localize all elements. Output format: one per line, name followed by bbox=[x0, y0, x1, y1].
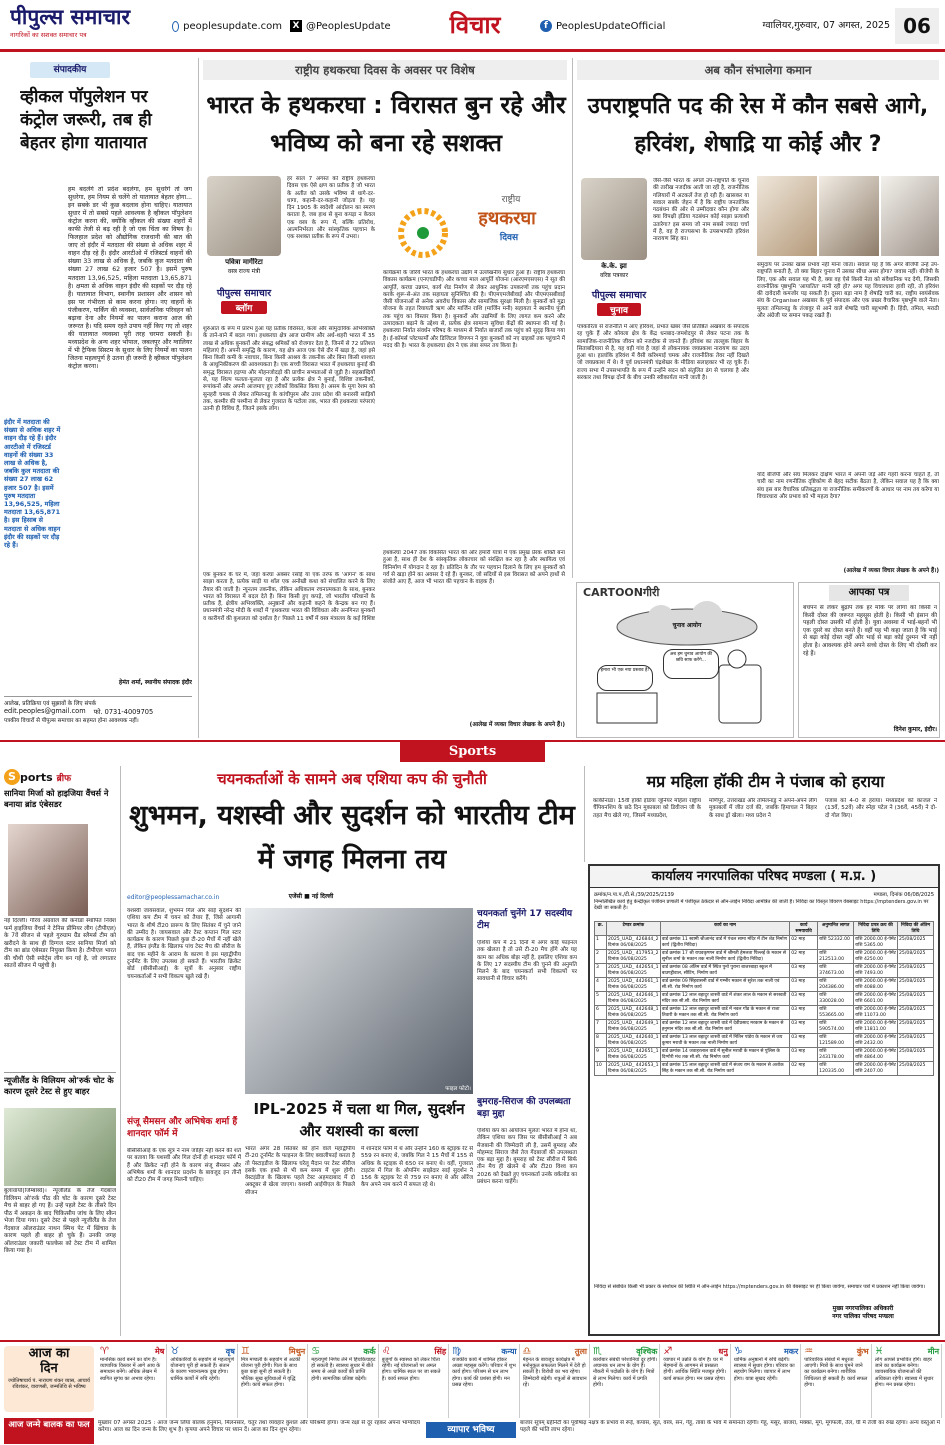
tender-signature bbox=[790, 1304, 936, 1332]
seshadri-photo bbox=[819, 176, 879, 256]
vp-author-photo bbox=[581, 178, 647, 260]
cricket-side-headline-2: बुमराह-सिराज की उपलब्धता बड़ा मुद्दा bbox=[477, 1097, 571, 1119]
today-text: ज्योतिषाचार्य पं. नारायण शंकर व्यास, आचार्य रविशंकर, वाराणसी, जन्मतिथि से भविष्य bbox=[8, 1378, 90, 1391]
logo-top: राष्ट्रीय bbox=[501, 195, 521, 205]
tender-header-cell: क्र. bbox=[595, 922, 607, 936]
tender-cell: 03 माह bbox=[790, 992, 818, 1006]
tender-cell: 2025_UAD_ 417953_2 दिनांक 06/08/2025 bbox=[607, 951, 659, 962]
podium bbox=[597, 693, 657, 723]
tender-header-row bbox=[595, 922, 934, 936]
zodiac-text: मानसिक कार्य बनने का योग है। व्यापारिक विस्तार में आगे आय के समाधान बनेंगे। अधिक लेखन में स्थगित सुगंध का अभाव रहेगा। bbox=[100, 1357, 161, 1382]
today-label: आज का bbox=[28, 1346, 70, 1361]
zodiac-name: वृश्चिक bbox=[636, 1346, 658, 1356]
tender-table bbox=[594, 921, 934, 1076]
zodiac-text: पारिवारिक संबंधों में मधुरता आएगी। मित्रों के साथ घूमने जाने का कार्यक्रम बनेगा। शारीरिक शिथिलता हो सकती है। कार्य सफल होगा। bbox=[804, 1357, 868, 1388]
tender-cell: 25/08/2025 bbox=[898, 992, 934, 1006]
speech-bubble-2: हमारा भी एक नया प्रस्ताव है! bbox=[597, 665, 653, 691]
handloom-article bbox=[198, 58, 568, 738]
tender-cell: वार्ड क्रमांक 08 अंतिम वार्ड में स्थित पुनो पुराना बाजरबाड़ा स्कूल में बाउण्ड्रीवाल, सीटिंग, निर्माण कार्य bbox=[660, 964, 789, 978]
tender-cell: 5 bbox=[595, 992, 607, 1006]
facebook-icon: f bbox=[540, 20, 552, 32]
sports-banner-row bbox=[0, 740, 945, 762]
tender-cell: राशि 121589.00 bbox=[818, 1034, 854, 1048]
tender-cell: 6 bbox=[595, 1006, 607, 1020]
zodiac-name: वृष bbox=[225, 1346, 235, 1356]
cricket-subhead: संजू सैमसन और अभिषेक शर्मा हैं शानदार फॉर्म में bbox=[127, 1117, 238, 1139]
tender-cell: 2025_UAD_ 426844_2 दिनांक 06/08/2025 bbox=[607, 937, 659, 948]
editorial-body: हम बदलेंगे तो प्रदेश बदलेगा, हम सुधरेंगे तो जग सुधरेगा, हम नियम से चलेंगे तो यातायात बेहतर होगा... इन सबके डर भी कुछ बदलाव होना चाहिए। यातायात सुधार में तो सबसे पहले आवश्यक है व्हीकल पॉपुलेशन कंट्रोल करना की, क्योंकि व्हीकल की संख्या शहरों में काफी तेजी से बढ़ रही है जो एक चिंता का विषय है। फिलहाल प्रदेश को औद्योगिक राजधानी की बात की जाए तो इंदौर में मतदाता की संख्या से अधिक शहर में वाहन दौड़ रहे हैं। इंदौर आरटीओ में रजिस्टर्ड वाहनों की संख्या 33 लाख से अधिक है, जबकि कुल मतदाता की संख्या 27 लाख 62 हजार 507 है। इसमें पुरुष मतदाता 13,96,525, महिला मतदाता 13,65,871 है। क्षमता से अधिक वाहन इंदौर की सड़कों पर दौड़ रहे हैं। यातायात विभाग, स्थानीय प्रशासन और शासन को इस पर गंभीरता से काम करना होगा। नए वाहनों के पंजीकरण, पार्किंग की व्यवस्था, सार्वजनिक परिवहन को बढ़ावा देना और नियमों का पालन कराना आज की जरूरत है। यदि समय रहते उपाय नहीं किए गए तो शहर की यातायात व्यवस्था पूरी तरह चरमरा सकती है। मध्यप्रदेश के अन्य शहर भोपाल, जबलपुर और ग्वालियर में भी ट्रैफिक सिस्टम के सुधार के लिए नियमों का पालन जितना महत्वपूर्ण है उतना ही जरूरी है व्हीकल पॉपुलेशन कंट्रोल करना। bbox=[68, 186, 192, 371]
handloom-body-3: कार्यक्रमों के जरिये भारत के हथकरघा उद्योग में उल्लेखनीय सुधार हुआ है। राष्ट्रीय हथकरघा विकास कार्यक्रम (एनएचडीपी) और कच्चा माल आपूर्ति योजना (आरएमएसएस) ने सूत की आपूर्ति, करघा उन्नयन, कार्य शेड निर्माण से लेकर आधुनिक उपकरणों तक पहुंच प्रदान करके शुरू-से-अंत तक सहायता सुनिश्चित की है। पीएमएमजेबीवाई और पीएमएसबीवाई जैसी योजनाओं से अनेक अवरोध विकास और सामाजिक सुरक्षा मिली है। बुनकरों को मुद्रा योजना के तहत रियायती ऋण और मार्जिन राशि (मार्जिन मनी) सहायता ने स्थानीय पूंजी तक पहुंच का विस्तार किया है। बुनकरों और उद्यमियों के लिए लागत कम करने और उत्पादकता बढ़ाने के उद्देश्य से, प्रत्येक क्षेत्र सामान्य सुविधा केंद्रों की स्थापना की गई है। हथकरघा निर्यात संवर्धन परिषद के माध्यम से निर्यात बाजारों तक पहुंच को सुदृढ़ किया गया है। ई-कॉमर्स प्लेटफार्मों और डिजिटल विपणन ने युवा बुनकरों को नए ग्राहकों तक पहुंचाने में मदद की है। भारत के हथकरघा क्षेत्र ने एक लंबा सफर तय किया है। bbox=[383, 270, 565, 349]
handloom-logo bbox=[383, 178, 563, 266]
zodiac-symbol-icon: ♒ bbox=[804, 1345, 814, 1357]
hockey-col-3: पंजाब को 4-0 से हराया। मध्यप्रदेश को काजल ने (13वें, 52वें) और स्नेहा पटेल ने (36वें, 45वें) ने दो-दो गोल किए। bbox=[825, 798, 937, 819]
tender-cell: 25/08/2025 bbox=[898, 936, 934, 950]
feedback-email[interactable]: edit.peoples@gmail.com bbox=[4, 707, 86, 715]
zodiac-symbol-icon: ♐ bbox=[663, 1345, 673, 1357]
tender-header-cell: टेण्डर क्रमांक bbox=[606, 922, 660, 936]
x-handle-text: @PeoplesUpdate bbox=[306, 20, 391, 32]
handloom-author bbox=[205, 258, 283, 282]
tender-cell: राशि 553665.00 bbox=[818, 1006, 854, 1020]
tender-cell: 25/08/2025 bbox=[898, 1062, 934, 1076]
zodiac-symbol-icon: ♉ bbox=[170, 1345, 180, 1357]
signer-line-2: नगर पालिका परिषद मण्डला bbox=[832, 1313, 894, 1320]
x-link[interactable] bbox=[290, 18, 400, 34]
tender-cell: 03 माह bbox=[790, 1048, 818, 1062]
cartoon-cloud-text: चुनाव आयोग bbox=[672, 622, 702, 629]
brief-headline-2: न्यूजीलैंड के विलियम ओ'रुर्क चोट के कारण दूसरे टेस्ट से हुए बाहर bbox=[4, 1072, 116, 1106]
tender-cell: 3 bbox=[595, 964, 607, 978]
editorial-author: हेमंत शर्मा, स्थानीय संपादक इंदौर bbox=[119, 679, 192, 686]
tender-cell: राशि 204386.00 bbox=[818, 978, 854, 992]
page-number: 06 bbox=[895, 8, 939, 44]
zodiac-name: कुंभ bbox=[856, 1346, 869, 1356]
editorial-pullquote: इंदौर में मतदाता की संख्या से अधिक शहर में वाहन दौड़ रहे हैं। इंदौर आरटीओ में रजिस्टर्ड वाहनों की संख्या 33 लाख से अधिक है, जबकि कुल मतदाता की संख्या 27 लाख 62 हजार 507 है। इसमें पुरुष मतदाता 13,96,525, महिला मतदाता 13,65,871 है। इस हिसाब से मतदाता से अधिक वाहन इंदौर की सड़कों पर दौड़ रहे हैं। bbox=[4, 418, 61, 550]
cartoon-box bbox=[576, 582, 794, 738]
tender-cell: 25/08/2025 bbox=[898, 1006, 934, 1020]
tender-cell: 02 माह bbox=[790, 1062, 818, 1076]
tender-cell: 25/08/2025 bbox=[898, 964, 934, 978]
tender-ref: क्रमांक/न.पा.प./टी.से./39/2025/2139 bbox=[594, 892, 674, 898]
tender-cell: 25/08/2025 bbox=[898, 1048, 934, 1062]
facebook-text: PeoplesUpdateOfficial bbox=[556, 20, 666, 32]
zodiac-symbol-icon: ♓ bbox=[874, 1345, 884, 1357]
author-title: वस्त्र राज्य मंत्री bbox=[227, 268, 261, 275]
tender-cell: वार्ड क्रमांक 12 लाल बहादुर शास्त्री वार्ड में देवीप्रसाद मरकाम के मकान से हनुमान मंदिर तक सी.सी. रोड निर्माण कार्य bbox=[660, 1020, 789, 1034]
editorial-section bbox=[4, 58, 192, 736]
vp-author-name: के.के. झा bbox=[601, 262, 627, 270]
tender-cell: 2025_UAD_ 442648_1 दिनांक 06/08/2025 bbox=[607, 1007, 659, 1018]
tender-cell: राशि 2000.00 ई-पेमेंट राशि 6601.00 bbox=[855, 993, 896, 1004]
tender-header-cell: कार्य समयावधि bbox=[790, 922, 818, 936]
zodiac-sign bbox=[239, 1344, 308, 1418]
tender-intro: निम्नलिखित कार्य हेतु केन्द्रीकृत पंजीयन प्रणाली में पंजीकृत ठेकेदार से ऑन-लाईन निविदा आमंत्रित की जाती है। निविदा का विस्तृत विवरण वेबसाइट https://mptenders.gov.in पर देखी जा सकती है। bbox=[594, 899, 929, 911]
speaker-figure bbox=[719, 665, 761, 723]
tender-table-body bbox=[595, 936, 934, 1076]
tender-cell: राशि 2000.00 ई-पेमेंट राशि 5365.00 bbox=[855, 937, 896, 948]
tender-cell: 2025_UAD_ 442649_1 दिनांक 06/08/2025 bbox=[607, 1021, 659, 1032]
letters-body: बचपन से लेकर बुढ़ापे तक हर मौके पर लोगों को किसी न किसी दोस्त की जरूरत महसूस होती है। किसी भी इंसान की पहली दोस्त उसकी माँ होती है। युवा अवस्था में भाई-बहनों भी एक दूसरे का दोस्त बनते हैं। वहीं यह भी कहा जाता है कि भाई से बढ़ा कोई दोस्त नहीं और भाई से बड़ा कोई दुश्मन भी नहीं होता है। आवश्यक होने अपने सच्चे दोस्त के लिए भी दोस्ती कर रहे हैं। bbox=[803, 605, 937, 657]
tender-cell: 2025_UAD_ 442653_1 दिनांक 06/08/2025 bbox=[607, 1063, 659, 1074]
tender-cell: राशि 2000.00 ई-पेमेंट राशि 4250.00 bbox=[855, 951, 896, 962]
tender-row bbox=[595, 950, 934, 964]
tender-cell: राशि 2000.00 ई-पेमेंट राशि 7493.00 bbox=[855, 965, 896, 976]
paper-tagline: नागरिकों का सशक्त समाचार पत्र bbox=[10, 31, 87, 39]
zodiac-sign bbox=[802, 1344, 871, 1418]
tender-cell: 2025_UAD_ 442646_1 दिनांक 06/08/2025 bbox=[607, 993, 659, 1004]
facebook-link[interactable] bbox=[540, 18, 700, 34]
speech-bubble-1: अब हम चुनाव आयोग की छवि साफ करेंगे... bbox=[663, 649, 719, 679]
tender-cell: 10 bbox=[595, 1062, 607, 1076]
tender-cell: 25/08/2025 bbox=[898, 950, 934, 964]
tender-row bbox=[595, 1020, 934, 1034]
sports-banner: Sports bbox=[400, 742, 545, 762]
zodiac-text: व्यापार में उन्नति के योग हैं। घर में मेहमानों के आगमन से प्रसन्नता होगी। आर्थिक स्थिति मजबूत होगी। कार्य सफल होगा। मन प्रसन्न रहेगा। bbox=[663, 1357, 726, 1382]
website-link[interactable] bbox=[172, 18, 282, 34]
cricket-body-1: यशस्वी जायसवाल, शुभमन गिल और साई सुदर्शन की एशिया कप टीम में चयन को तैयार हैं, जिसे आगामी भारत के शीर्ष टी20 प्रारूप के लिए सितंबर में चुने जाने की उम्मीद है। जायसवाल और टेस्ट कप्तान गिल स्टार कार्यक्रम के कारण पिछले कुछ टी-20 मैचों में नहीं खेले हैं, लेकिन इंग्लैंड के खिलाफ पांच टेस्ट मैच की सीरीज के बाद एक महीने के आराम के कारण वे इस महाद्वीपीय टूर्नामेंट के लिए उपलब्ध हो सकते हैं। भारतीय क्रिकेट बोर्ड (बीसीसीआई) के सूत्रों के अनुसार राष्ट्रीय चयनकर्ताओं ने सभी विकल्प खुले रखे हैं। bbox=[127, 908, 241, 980]
handloom-headline: भारत के हथकरघा : विरासत बुन रहे और भविष्य को बना रहे सशक्त bbox=[206, 91, 566, 157]
tender-cell: 2025_UAD_ 442654_1 दिनांक 06/08/2025 bbox=[607, 965, 659, 976]
harivansh-photo bbox=[757, 176, 817, 256]
zodiac-symbol-icon: ♊ bbox=[240, 1345, 250, 1357]
tender-cell: राशि 590574.00 bbox=[818, 1020, 854, 1034]
vp-author-title: वरिष्ठ पत्रकार bbox=[599, 272, 629, 279]
tender-row bbox=[595, 1062, 934, 1076]
cricket-email[interactable]: editor@peoplessamachar.co.in bbox=[127, 894, 220, 901]
brief-headline-1: सानिया मिर्जा को हाइजिया वैंचर्स ने बनाया ब्रांड एंबेसडर bbox=[4, 788, 109, 809]
tender-notice bbox=[588, 864, 940, 1336]
handloom-body-1: शुरुआत के रूप में प्रारंभ हुआ यह प्रतीक विरासत, कला और सामुदायिक अभिव्यक्ति के ताने-बाने में बदल गया। हथकरघा क्षेत्र आज ग्रामीण और अर्ध-शहरी भारत में 35 लाख से अधिक बुनकरों और संबद्ध श्रमिकों को रोजगार देता है, जिनमें से 72 प्रतिशत महिलाएं हैं। अपनी समृद्धि के कारण, यह क्षेत्र आज एक ऐसे दौर में खड़ा है, जहां इसे बिना किसी कमी के नवाचार, बिना किसी आश्रय के तकनीक और बिना किसी शाश्वत के आधुनिकीकरण की आवश्यकता है। एक सच्ची विरासत भारत में हथकरघा बुनाई की समृद्ध विरासत हड़प्पा और मोहनजोदड़ो की प्राचीन सभ्यताओं से जुड़ी है। सहस्राब्दियों से, यह शिल्प फलता-फूलता रहा है और प्रत्येक क्षेत्र ने बुनाई, विशिष्ट तकनीकों, रूपांकनों और अपनी आजमाए हुए तरीकों विकसित किया है। असम के मूगा रेशम को सुनहरी चमक से लेकर तमिलनाडु के कांचीपुरम और उत्तर प्रदेश की बनारसी साड़ियों तक, कश्मीर की पश्मीना से लेकर गुजरात के पटोला तक, भारत की हथकरघा परंपराएं उतनी ही विविध हैं, जितने इसके लोग। bbox=[203, 326, 375, 413]
tender-cell: राशि 2000.00 ई-पेमेंट राशि 4088.00 bbox=[855, 979, 896, 990]
zodiac-symbol-icon: ♍ bbox=[452, 1345, 462, 1357]
tender-cell: राशि 52332.00 bbox=[818, 936, 854, 950]
zodiac-name: धनु bbox=[718, 1346, 728, 1356]
vp-note: (आलेख में व्यक्त विचार लेखक के अपने हैं।) bbox=[843, 568, 939, 574]
tender-cell: वार्ड क्रमांक 12 लाल बहादुर शास्त्री वार्ड में नवल गोंड के मकान से राजा तिवारी के मकान तक सी.सी. रोड निर्माण कार्य bbox=[660, 1006, 789, 1020]
ipl-headline: IPL-2025 में चला था गिल, सुदर्शन और यशस्वी का बल्ला bbox=[253, 1100, 465, 1140]
vp-body-3: समुदाय पर उनका खास प्रभाव नहीं माना जाता। सवाल यह है कि अगर बीजेपी उन्हें उप-राष्ट्रपति बनाती है, तो क्या बिहार चुनाव में उसका सीधा असर होगा? जवाब नहीं। बीजेपी के लिए, एक और सवाल यह भी है, क्या वह ऐसे किसी नेता को संवैधानिक पद देगी, जिसकी राजनीतिक पृष्ठभूमि 'आयातित' मानी रही हो? अगर यह विचारधारा हावी रही, तो हरिवंश की दावेदारी कमजोर पड़ सकती है। दूसरा बड़ा नाम है शेषाद्रि चारी का, राष्ट्रीय स्वयंसेवक संघ के Organiser अखबार के पूर्व संपादक और एक प्रखर वैचारिक पृष्ठभूमि वाले नेता। मूलतः तमिलनाडु के तंजावुर से आने वाले शेषाद्रि चारी बहुभाषी हैं। हिंदी, तमिल, मराठी और अंग्रेजी पर समान पकड़ रखते हैं। bbox=[757, 262, 939, 320]
tender-row bbox=[595, 964, 934, 978]
tender-cell: 9 bbox=[595, 1048, 607, 1062]
zodiac-sign bbox=[309, 1344, 378, 1418]
zodiac-text: महत्वपूर्ण निर्णय लेने में हिचकिचाहट हो सकती है। स्वास्थ्य सुधार में बीते समय से अच्छे कार्यों की प्राप्ति होगी। सामाजिक प्रतिष्ठा बढ़ेगी। bbox=[311, 1357, 376, 1382]
disclaimer: पत्रकीय विचारों से पीपुल्स समाचार का सहमत होना आवश्यक नहीं। bbox=[4, 718, 139, 724]
zodiac-symbol-icon: ♌ bbox=[381, 1345, 391, 1357]
letters-author: दिनेश कुमार, इंदौर। bbox=[893, 726, 937, 733]
tender-cell: 2025_UAD_ 442640_1 दिनांक 06/08/2025 bbox=[607, 1035, 659, 1046]
blog-badge bbox=[207, 286, 281, 320]
cricket-body-4: में शानदार फॉर्म में थे और उन्होंने 160 के स्ट्राइक रेट से 559 रन बनाए थे, जबकि गिल ने 15 मैचों में 155 से अधिक के स्ट्राइक से 650 रन बनाए थे। वहीं, गुजरात टाइटंस में गिल के ओपनिंग साझेदार साई सुदर्शन ने 156 के स्ट्राइक रेट से 759 रन बनाए थे और ऑरेंज कैप अपने नाम करने में सफल रहे थे। bbox=[361, 1146, 473, 1189]
today-sub: दिन bbox=[40, 1361, 58, 1376]
tender-cell: 1 bbox=[595, 936, 607, 950]
zodiac-text: बुजुर्गों के स्वास्थ्य को लेकर चिंता रहेगी। नई योजनाओं पर अमल होगा। धार्मिक स्थल पर जा सकते हैं। कार्य सफल होगा। bbox=[381, 1357, 441, 1382]
tender-cell: 02 माह bbox=[790, 936, 818, 950]
zodiac-name: मिथुन bbox=[288, 1346, 306, 1356]
tender-cell: वार्ड क्रमांक 15 लाल बहादुर शास्त्री वार्ड में संजय राम के मकान से अशोक सिंह के मकान तक सी.सी. रोड निर्माण कार्य bbox=[660, 1062, 789, 1076]
vp-author bbox=[579, 262, 649, 284]
paper-logo[interactable] bbox=[10, 4, 160, 48]
cricket-article bbox=[120, 766, 580, 1336]
tender-cell: 02 माह bbox=[790, 950, 818, 964]
tender-cell: राशि 330028.00 bbox=[818, 992, 854, 1006]
logo-main: हथकरघा bbox=[478, 208, 536, 229]
tender-cell: राशि 243178.00 bbox=[818, 1048, 854, 1062]
tender-cell: 8 bbox=[595, 1034, 607, 1048]
horoscope-strip bbox=[0, 1340, 945, 1445]
tender-cell: राशि 212513.00 bbox=[818, 950, 854, 964]
author-name: पवित्रा मार्गेरिटा bbox=[225, 258, 263, 266]
sania-photo bbox=[8, 824, 88, 916]
tender-row bbox=[595, 1006, 934, 1020]
tender-cell: राशि 374673.00 bbox=[818, 964, 854, 978]
feedback-label: आलेख, प्रतिक्रिया एवं सुझावों के लिए संपर्क bbox=[4, 701, 97, 707]
cricket-kicker: चयनकर्ताओं के सामने अब एशिया कप की चुनौती bbox=[217, 770, 487, 788]
zodiac-name: सिंह bbox=[434, 1346, 447, 1356]
brief-body-1: नई दिल्ली। गौरव अग्रवाल की कनाडा स्थापित निवेश फर्म हाइजिया वैंचर्स ने टेनिस प्रीमियर लीग (टीपीएल) के 7वें सीजन से पहले गुरुग्राम ग्रैंड स्लैमर्स टीम को खरीदने के साथ ही दिग्गज स्टार सानिया मिर्जा को टीम का ब्रांड एंबेसडर नियुक्त किया है। टीपीएल भारत की चौथी ऐसी स्पोर्ट्स लीग बन गई है, जो लगातार सातवें सीजन में पहुंची है। bbox=[4, 918, 116, 969]
handloom-note: (आलेख में व्यक्त विचार लेखक के अपने हैं।) bbox=[469, 722, 565, 728]
hockey-col-1: काकीनाडा। 15वीं हॉकी इंडिया जूनियर महिला राष्ट्रीय चैंपियनशिप के छठे दिन मुकाबला को डिवीजन जी के तहत मैच खेले गए, जिसमें मध्यप्रदेश, bbox=[593, 798, 701, 819]
tender-row bbox=[595, 992, 934, 1006]
zodiac-name: मीन bbox=[927, 1346, 940, 1356]
zodiac-sign bbox=[591, 1344, 660, 1418]
website-text: peoplesupdate.com bbox=[183, 20, 282, 32]
zodiac-sign bbox=[732, 1344, 801, 1418]
vp-body-4: यदि बीजेपी और संघ मिलकर दक्षिण भारत में अपनी जड़ें और गहरी करना चाहते हैं, तो चारी का नाम रणनीतिक दृष्टिकोण से बेहद सटीक बैठता है, लेकिन सवाल यह है कि क्या संघ इस बार वैचारिक प्रतिबद्धता या राजनीतिक समीकरणों के आधार पर नाम तय करेगा या विचारधारा और प्रभाव को भी महत्व देगा? bbox=[757, 472, 939, 500]
cricket-headline: शुभमन, यशस्वी और सुदर्शन को भारतीय टीम में जगह मिलना तय bbox=[129, 800, 575, 875]
tender-cell: 03 माह bbox=[790, 1006, 818, 1020]
tender-cell: 7 bbox=[595, 1020, 607, 1034]
paper-name: पीपुल्स समाचार bbox=[10, 5, 131, 29]
gambhir-photo bbox=[245, 908, 473, 1094]
zodiac-sign bbox=[168, 1344, 237, 1418]
tender-cell: 25/08/2025 bbox=[898, 1034, 934, 1048]
trade-text: बाजार सूत्रम् ग्रहीनेटी का पूर्वाषाढ़ नक्षत्र के प्रभाव से रूई, कपास, सूत, वस्त्र, सन, गेहूं, तांबा के भाव में समानता रहेगी। गेहूं, मसूर, बाजरा, मक्का, मूंग, मूंगफली, तेल, घी में तेजी का रुख रहेगा। अन्य वस्तुओं में पहले की भांति लाभ रहेगा। bbox=[520, 1420, 940, 1433]
handloom-intro: हर साल 7 अगस्त को राष्ट्रीय हथकरघा दिवस एक ऐसे क्षण का प्रतीक है जो भारत के अतीत को उसके भविष्य से धागे-दर-धागा, कहानी-दर-कहानी जोड़ता है। यह दिन 1905 के स्वदेशी आंदोलन का स्मरण कराता है, जब हाथ से बुना कपड़ा न केवल एक वस्त्र के रूप में, बल्कि प्रतिरोध, आत्मनिर्भरता और सांस्कृतिक पहचान के एक सशक्त प्रतीक के रूप में उभरा। bbox=[287, 176, 375, 241]
tender-cell: 2025_UAD_ 442661_1 दिनांक 06/08/2025 bbox=[607, 979, 659, 990]
letters-title: आपका पत्र bbox=[829, 585, 909, 601]
zodiac-sign bbox=[98, 1344, 167, 1418]
zodiac-sign bbox=[450, 1344, 519, 1418]
zodiac-name: तुला bbox=[574, 1346, 587, 1356]
tender-cell: राशि 2000.00 ई-पेमेंट राशि 11073.00 bbox=[855, 1007, 896, 1018]
tender-date: मण्डला, दिनांक 06/08/2025 bbox=[873, 892, 934, 898]
cricket-body-3: भारत अगर 28 सितंबर को होने वाले महाद्वीपीय टी-20 टूर्नामेंट के फाइनल के लिए क्वालीफाई करता है तो पेस्टाइडीज के खिलाफ घरेलू मैदान पर टेस्ट सीरीज इसके एक हफ्ते से भी कम समय में शुरू होगी। वेस्टइंडीज के खिलाफ पहले टेस्ट अहमदाबाद में दो अक्टूबर से खेला जाएगा। यशस्वी आईपीएल के पिछले सीजन bbox=[245, 1146, 355, 1196]
hockey-col-2: मणिपुर, उत्तराखंड और तमिलनाडु ने अपने-अपने लीग मुकाबलों में जीत दर्ज की, जबकि हिमाचल ने बिहार के साथ ड्रॉ खेला। मध्य प्रदेश ने bbox=[709, 798, 817, 819]
cricket-side-body-1: एशिया कप में 21 दिनों में अगर कोई फाइनल तक खेलता है तो उसे टी-20 मैच होंगे और यह काम का अधिक बोझ नहीं है, इसलिए एशिया कप के लिए 17 सदस्यीय टीम की चुनने की अनुमति मिलने के बाद चयनकर्ता सभी विकल्पों पर सावधानी से विचार करेंगे। bbox=[477, 940, 577, 983]
tender-row bbox=[595, 936, 934, 950]
speaker-head bbox=[728, 650, 746, 668]
letters-box bbox=[798, 582, 940, 738]
vp-headline: उपराष्ट्रपति पद की रेस में कौन सबसे आगे, हरिवंश, शेषाद्रि या कोई और ? bbox=[587, 94, 929, 157]
handloom-kicker: राष्ट्रीय हथकरघा दिवस के अवसर पर विशेष bbox=[203, 60, 567, 80]
zodiac-symbol-icon: ♈ bbox=[100, 1345, 109, 1357]
tender-cell: 03 माह bbox=[790, 1034, 818, 1048]
tender-cell: 25/08/2025 bbox=[898, 978, 934, 992]
tender-cell: 4 bbox=[595, 978, 607, 992]
hockey-article bbox=[584, 766, 941, 862]
zodiac-name: कन्या bbox=[501, 1346, 517, 1356]
tender-row bbox=[595, 1034, 934, 1048]
x-icon: X bbox=[290, 20, 302, 32]
tender-cell: 03 माह bbox=[790, 1020, 818, 1034]
tender-cell: वार्ड क्रमांक 09 सिंहवासनी वार्ड में गम्भीर मकान से सुरेश तक नाली एवं सी.सी. रोड निर्माण कार्य bbox=[660, 978, 789, 992]
zodiac-name: मेष bbox=[155, 1346, 165, 1356]
vp-badge-label: चुनाव bbox=[597, 303, 641, 316]
sports-brief bbox=[4, 766, 116, 1336]
tender-cell: वार्ड क्रमांक 14 जवाहरलाल वार्ड में सुनील मरावी के मकान से पुलिस के दिग्गौरी मंच तक सी.सी. रोड निर्माण कार्य bbox=[660, 1048, 789, 1062]
tender-cell: 2025_UAD_ 442651_1 दिनांक 06/08/2025 bbox=[607, 1049, 659, 1060]
logo-rest: ports bbox=[20, 770, 53, 784]
wheel-hub bbox=[417, 227, 429, 239]
zodiac-text: राजकीय कार्य में शामिल होकर अच्छा महसूस करेंगे। परिवार में शुभ कार्य होगा। परिश्रम से धन लाभ होगा। कार्य की प्रशंसा होगी। मन प्रसन्न रहेगा। bbox=[452, 1357, 516, 1388]
vp-badge-paper: पीपुल्स समाचार bbox=[591, 290, 647, 301]
author-photo bbox=[207, 176, 281, 256]
tender-cell: वार्ड क्रमांक 11 स्वामी श्रीआनंद वार्ड में पंचल सामा मंदिर में टीन शेड निर्माण कार्य (द्वितीय निविदा) bbox=[660, 936, 789, 950]
tender-header-cell: निविदा की अंतिम तिथि bbox=[898, 922, 934, 936]
born-text: मुख्वार 07 अगस्त 2025 : आज जन्म लिया बालक हनुमान, मिलनसार, चतुर तथा व्यवहार कुशल और परिश्रमी होगा। जन्म रक्षा से दूर रहकर अपना भाग्योदय करेगा। आज का दिन जन्म के लिए शुभ है। कृपया अपने विचार पर ध्यान दें। आज का दिन शुभ रहेगा। bbox=[98, 1420, 420, 1433]
zodiac-sign bbox=[521, 1344, 590, 1418]
zodiac-name: कर्क bbox=[363, 1346, 376, 1356]
tender-row bbox=[595, 1048, 934, 1062]
tender-cell: राशि 2000.00 ई-पेमेंट राशि 11811.00 bbox=[855, 1021, 896, 1032]
section-title: विचार bbox=[449, 11, 501, 39]
tender-cell: राशि 120335.00 bbox=[818, 1062, 854, 1076]
zodiac-sign bbox=[873, 1344, 942, 1418]
born-label: आज जन्मे बालक का फल bbox=[4, 1418, 94, 1444]
photo-credit: फाइल फोटो। bbox=[445, 1086, 471, 1092]
blog-label: ब्लॉग bbox=[221, 301, 267, 314]
vp-body-1: जैसे-जैसे भारत के अगले उप-राष्ट्रपति के चुनाव की तारीख नजदीक आती जा रही है, राजनीतिक गलियारों में अटकलें तेज हो रही हैं। खासकर या सवाल सबके जेहन में है कि राष्ट्रीय जनतांत्रिक गठबंधन की ओर से उम्मीदवार कौन होगा और क्या विपक्षी इंडिया गठबंधन कोई साझा प्रत्याशी उतारेगा? इस समय जो नाम सबसे ज्यादा चर्चा में है, वह है राज्यसभा के उपसभापति हरिवंश नारायण सिंह का। bbox=[653, 178, 749, 243]
zodiac-sign bbox=[380, 1344, 449, 1418]
tender-header-cell: अनुमानित लागत bbox=[818, 922, 854, 936]
tender-cell: 2 bbox=[595, 950, 607, 964]
zodiac-row bbox=[98, 1344, 942, 1418]
handloom-body-4: हथकरघा 2047 तक विकसित भारत की ओर हमारी यात्रा में एक प्रमुख प्रेरक शक्ति बना हुआ है, साथ ही देश के सांस्कृतिक लोकाचार को संरक्षित कर रहा है और स्थायित्व एवं विनिर्माण में योगदान दे रहा है। प्रतिदिन के तौर पर पहचान दिलाने के लिए हम बुनकरों को गर्व से खड़ा होने का अवसर दे रहे हैं। बुनकर, जो सदियों से इस विरासत को अपने हाथों से संजोते आए हैं, आज भी भारत की पहचान के वाहक हैं। bbox=[383, 550, 565, 586]
tender-cell: वार्ड क्रमांक 12 लाल बहादुर शास्त्री वार्ड में शंकर लाल के मकान से सरस्वती मंदिर तक सी.सी. रोड निर्माण कार्य bbox=[660, 992, 789, 1006]
brief-logo bbox=[4, 768, 116, 786]
zodiac-name: मकर bbox=[784, 1346, 799, 1356]
zodiac-symbol-icon: ♋ bbox=[311, 1345, 321, 1357]
logo-tag: ब्रीफ bbox=[56, 773, 72, 784]
editorial-headline: व्हीकल पॉपुलेशन पर कंट्रोल जरूरी, तब ही बेहतर होगा यातायात bbox=[20, 87, 152, 153]
sports-logo-icon: S bbox=[4, 769, 20, 785]
zodiac-sign bbox=[661, 1344, 730, 1418]
tender-footer: निविदा से संबंधित किसी भी प्रकार के संशोधन की स्थिति में ऑन-लाईन https://mptenders.gov.in की वेबसाइट पर ही किया जावेगा, समाचार पत्रों में प्रकाशन नहीं किया जावेगा। bbox=[594, 1284, 926, 1290]
tender-cell: वार्ड क्रमांक 17 श्री राघवकृष्णन वार्ड में श्रीमती हेमलता पिल्लई के मकान से सुनील शर्मा के मकान तक नाली निर्माण कार्य (द्वितीय निविदा) bbox=[660, 950, 789, 964]
third-candidate-photo bbox=[881, 176, 939, 256]
tender-header-cell: निविदा प्रपत्र क्रय की तिथि bbox=[854, 922, 898, 936]
tender-row bbox=[595, 978, 934, 992]
cricket-body-2: बीसीसीआई के एक सूत्र ने नाम जाहिर नहीं करने की शर्त पर बताया कि यशस्वी और गिल दोनों ही शानदार फॉर्म में हैं और क्रिकेट नहीं होने के कारण संजू सैमसन और अभिषेक शर्मा के शानदार प्रदर्शन के बावजूद इन तीनों को टी20 टीम में जगह मिलनी चाहिए। bbox=[127, 1148, 241, 1184]
zodiac-text: अधिकारियों के सहयोग से महत्वपूर्ण योजनाएं पूरी हो सकती हैं। संतान के कारण भावनात्मक दुख होगा। धार्मिक कार्यों में रुचि रहेगी। bbox=[170, 1357, 235, 1382]
handloom-body-2: एक बुनकर के घर में, जहां करघा अक्सर रसोई या एक तरफ के 'आंगन' के साथ साझा करता है, प्रत्येक साड़ी या शॉल एक अनोखी कथा को संचालित करने के लिए तैयार की जाती है। न्यूनतम तकनीक, लेकिन अधिकतम रचनात्मकता के साथ, बुनकर भारत को विरासत में बदल देते हैं। बिना किसी हुए कपड़े, जो भारतीय परिधानों के प्रतीक हैं, क्षेत्रीय अभिव्यक्ति, अनुष्ठानों और कहानी कहने के केन्द्रक बन गए हैं। प्रधानमंत्री नरेन्द्र मोदी के शब्दों में 'हथकरघा भारत की विविधता और अनगिनत बुनकरों व कारीगरों की कुशलता को दर्शाता है।' पिछले 11 वर्षों में वस्त्र मंत्रालय के कई विशिष्ट bbox=[203, 572, 375, 622]
cricket-side-headline: चयनकर्ता चुनेंगे 17 सदस्यीय टीम bbox=[477, 909, 573, 931]
hockey-headline: मप्र महिला हॉकी टीम ने पंजाब को हराया bbox=[646, 772, 885, 791]
vp-kicker: अब कौन संभालेगा कमान bbox=[577, 60, 939, 80]
dateline: ग्वालियर,गुरुवार, 07 अगस्त, 2025 bbox=[762, 20, 890, 31]
brief-body-2: बुलावायो(जिम्बाब्वे)। न्यूजीलैंड के तेज गेंदबाज विलियम ओ'रुर्क पीठ की चोट के कारण दूसरे टेस्ट मैच से बाहर हो गए हैं। उन्हें पहले टेस्ट के तीसरे दिन पीठ में अकड़न के बाद चिकित्सीय जांच के लिए स्कैन भेजा दिया गया। दूसरे टेस्ट से पहले न्यूजीलैंड के तेज गेंदबाज ऑलराउंडर नाथन स्मिथ पेट में खिंचाव के कारण पहले ही बाहर हो चुके हैं। उनकी जगह ऑलराउंडर जकारी फाल्केस को टेस्ट टीम में शामिल किया गया है। bbox=[4, 1188, 116, 1254]
editorial-feedback bbox=[4, 696, 192, 736]
cartoon-title: CARTOONगीरी bbox=[583, 586, 660, 599]
cricket-byline: एजेंसी ■ नई दिल्ली bbox=[288, 893, 334, 900]
zodiac-symbol-icon: ♎ bbox=[522, 1345, 532, 1357]
zodiac-text: कारोबार संबंधी परेशानियां दूर होंगी। अचानक धन लाभ के योग हैं। नौकरी में पदोन्नति के योग हैं। मित्रों से लाभ मिलेगा। कार्य में प्रगति होगी। bbox=[592, 1357, 658, 1388]
trade-label: व्यापार भविष्य bbox=[426, 1422, 516, 1438]
zodiac-symbol-icon: ♑ bbox=[733, 1345, 743, 1357]
tender-cell: 03 माह bbox=[790, 964, 818, 978]
masthead bbox=[0, 0, 945, 52]
tender-header-cell: कार्य का नाम bbox=[660, 922, 789, 936]
zodiac-text: मेहनत के बावजूद कार्यक्षेत्र में मनोनुकूल सफलता मिलने में देरी हो सकती है। विरोधी का भय रहेगा। जिम्मेदारी बढ़ेगी। शत्रुओं से सावधान रहें। bbox=[522, 1357, 587, 1388]
tender-title: कार्यालय नगरपालिका परिषद मण्डला ( म.प्र. ) bbox=[590, 866, 938, 888]
globe-icon bbox=[172, 21, 179, 32]
zodiac-text: लोग आपसे प्रभावित होंगे। बाहर जाने का कार्यक्रम बनेगा। व्यावसायिक योजनाओं की अधिकता रहेगी। स्वास्थ्य में सुधार होगा। मन प्रसन्न रहेगा। bbox=[874, 1357, 934, 1388]
zodiac-text: मित्र मण्डली के सहयोग से अटकी योजना पूरी होगी। पिता के साथ कुछ कहा सुनी हो सकती है। भौतिक सुख सुविधाओं में वृद्धि होगी। कार्य सफल होगा। bbox=[240, 1357, 301, 1388]
vp-badge bbox=[581, 288, 657, 322]
cricket-side-body-2: एशिया कप का आयोजन मूलतः भारत में होना था, लेकिन एशिया कप जिस पर बीसीसीआई ने अब मेजबानी की जिम्मेदारी ली है, उसमें बुमराह और मोहम्मद सिराज जैसे तेज गेंदबाजों की उपलब्धता एक बड़ा मुद्दा है। बुमराह को टेस्ट सीरीज में सिर्फ तीन मैच ही खेलने थे और टी20 विश्व कप 2026 को देखते हुए चयनकर्ता उनके वर्कलोड का प्रबंधन करना चाहेंगे। bbox=[477, 1128, 577, 1186]
zodiac-text: धार्मिक अनुष्ठानों में रुचि बढ़ेगी। स्वास्थ्य में सुधार होगा। परिवार का सहयोग मिलेगा। व्यापार में लाभ होगा। यात्रा सुखद रहेगी। bbox=[733, 1357, 795, 1382]
tender-cell: वार्ड क्रमांक 13 लाल बहादुर शास्त्री वार्ड में नितिन पांडेय के मकान से जय कुमार मरावी के मकान तक नाली निर्माण कार्य bbox=[660, 1034, 789, 1048]
tender-cell: राशि 2000.00 ई-पेमेंट राशि 2407.00 bbox=[855, 1063, 896, 1074]
vp-body-2: पत्रकारिता से राजनीति में आए हरिवंश, प्रभात खबर जैसे प्रतिष्ठित अखबार के संपादक रह चुके हैं और कोयला क्षेत्र के केंद्र धनबाद-जमशेदपुर से लेकर पटना तक के सामाजिक-राजनीतिक जीवन को नजदीक से जानते हैं। हरिवंश का ताल्लुक बिहार के सिताबदियारा से है, यह वही गांव है जहां से लोकनायक जयप्रकाश नारायण का उदय हुआ था। हालांकि हरिवंश में वैसी करिश्माई चमक और राजनीतिक तेवर नहीं दिखते जो जयप्रकाश में थे। वे पूर्व प्रधानमंत्री चंद्रशेखर के मीडिया सलाहकार भी रह चुके हैं। राज्य सभा में उपसभापति के रूप में उन्होंने सदन को संतुलित ढंग से चलाया है और सरकार तथा विपक्ष दोनों के बीच उनकी स्वीकार्यता मानी जाती है। bbox=[577, 324, 749, 382]
logo-sub: दिवस bbox=[499, 233, 519, 243]
editorial-tag: संपादकीय bbox=[30, 62, 110, 78]
today-box bbox=[4, 1346, 94, 1412]
vp-race-article bbox=[572, 58, 941, 578]
tender-cell: 03 माह bbox=[790, 978, 818, 992]
orourke-photo bbox=[4, 1108, 116, 1186]
zodiac-symbol-icon: ♏ bbox=[592, 1345, 602, 1357]
tender-cell: राशि 2000.00 ई-पेमेंट राशि 4864.00 bbox=[855, 1049, 896, 1060]
signer-line-1: मुख्य नगरपालिका अधिकारी bbox=[832, 1305, 894, 1312]
feedback-phone: फो. 0731-4009705 bbox=[93, 708, 154, 716]
tender-cell: 25/08/2025 bbox=[898, 1020, 934, 1034]
blog-paper-name: पीपुल्स समाचार bbox=[216, 288, 272, 299]
tender-cell: राशि 2000.00 ई-पेमेंट राशि 2432.00 bbox=[855, 1035, 896, 1046]
